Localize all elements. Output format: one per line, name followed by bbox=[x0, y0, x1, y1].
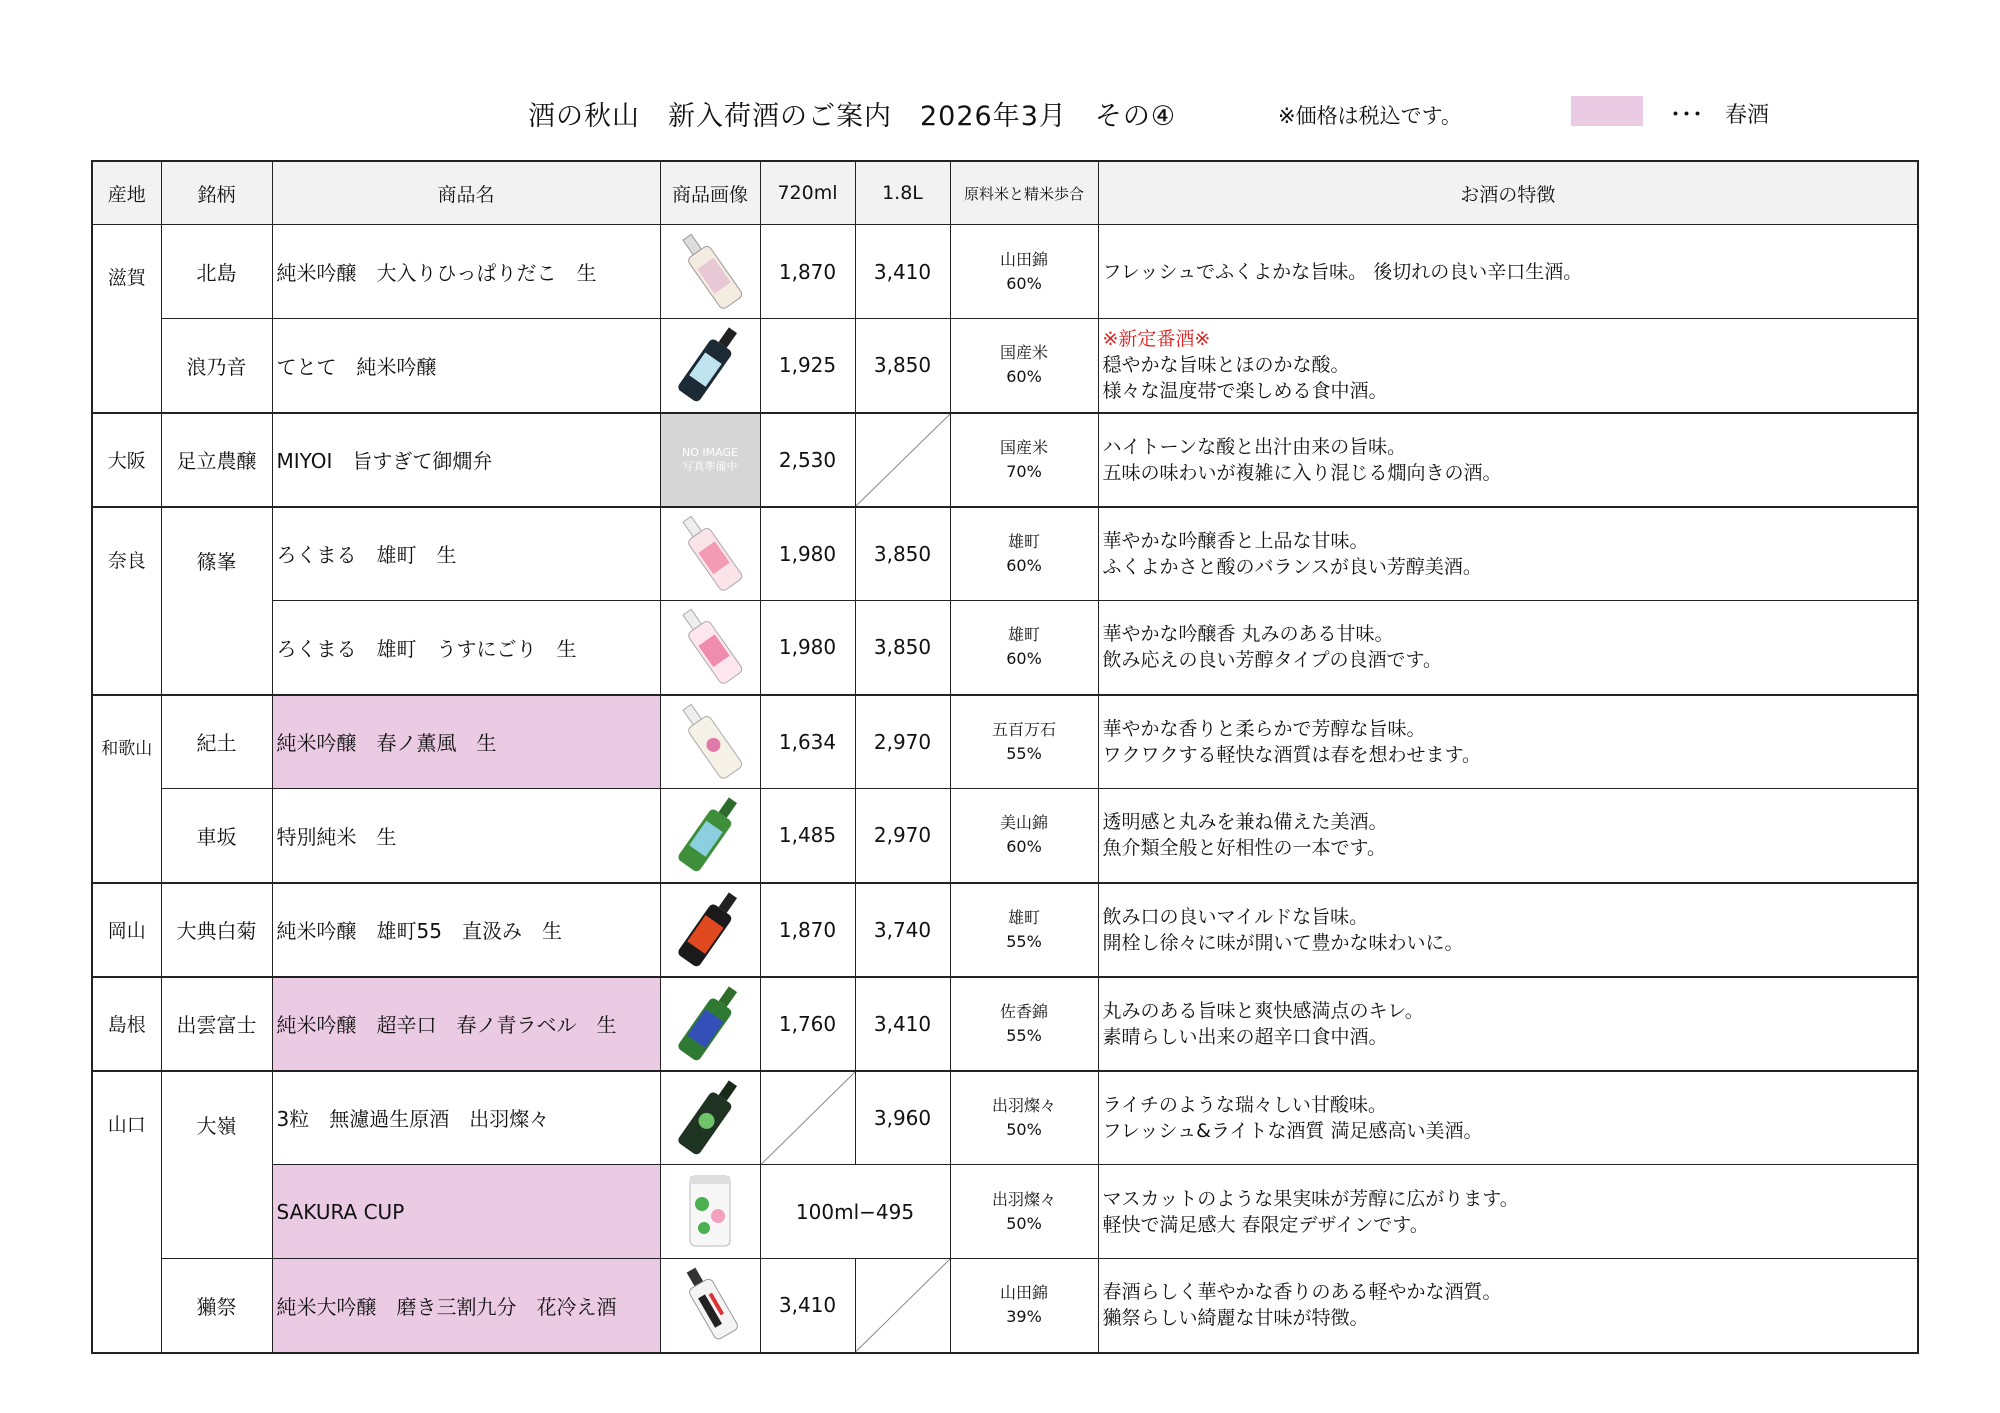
price-18: 3,850 bbox=[855, 507, 950, 601]
col-image: 商品画像 bbox=[660, 161, 760, 225]
product-cell: 純米吟醸 雄町55 直汲み 生 bbox=[272, 883, 660, 977]
rice-name: 雄町 bbox=[1007, 531, 1040, 551]
rice-cell bbox=[950, 225, 1098, 319]
rice-name: 美山錦 bbox=[999, 813, 1048, 833]
desc-cell bbox=[1098, 601, 1918, 695]
rice-name: 出羽燦々 bbox=[991, 1095, 1056, 1115]
product-image bbox=[660, 1259, 760, 1353]
bottle-image bbox=[675, 1074, 745, 1158]
no-image-sublabel: 写真準備中 bbox=[682, 459, 738, 473]
product-image bbox=[660, 789, 760, 883]
col-brand: 銘柄 bbox=[161, 161, 272, 225]
table-row bbox=[92, 413, 1918, 507]
price-720: 1,980 bbox=[760, 507, 855, 601]
product-image bbox=[660, 1165, 760, 1259]
legend-label: ･･･ 春酒 bbox=[1670, 103, 1770, 128]
region-cell: 滋賀 bbox=[92, 225, 161, 413]
desc-cell bbox=[1098, 1165, 1918, 1259]
desc-line: ハイトーンな酸と出汁由来の旨味。 bbox=[1102, 435, 1407, 458]
rice-cell bbox=[950, 1071, 1098, 1165]
bottle-image bbox=[675, 791, 745, 875]
desc-line: フレッシュ&ライトな酒質 満足感高い美酒。 bbox=[1102, 1119, 1483, 1142]
product-cell: 純米吟醸 春ノ薫風 生 bbox=[272, 695, 660, 789]
rice-cell bbox=[950, 695, 1098, 789]
rice-name: 五百万石 bbox=[991, 719, 1056, 739]
table-row bbox=[92, 1259, 1918, 1353]
price-18: 3,740 bbox=[855, 883, 950, 977]
table-row bbox=[92, 319, 1918, 413]
price-720: 1,980 bbox=[760, 601, 855, 695]
brand-cell: 大典白菊 bbox=[161, 883, 272, 977]
rice-cell bbox=[950, 789, 1098, 883]
brand-cell: 車坂 bbox=[161, 789, 272, 883]
polish-ratio: 50% bbox=[1006, 1213, 1042, 1233]
desc-cell bbox=[1098, 507, 1918, 601]
no-image-label: NO IMAGE bbox=[682, 445, 738, 459]
bottle-image bbox=[675, 321, 745, 405]
desc-cell bbox=[1098, 883, 1918, 977]
desc-line: ワクワクする軽快な酒質は春を想わせます。 bbox=[1102, 743, 1481, 766]
rice-cell bbox=[950, 883, 1098, 977]
rice-cell bbox=[950, 1165, 1098, 1259]
col-features: お酒の特徴 bbox=[1098, 161, 1918, 225]
price-18: 3,410 bbox=[855, 977, 950, 1071]
region-cell: 岡山 bbox=[92, 883, 161, 977]
rice-cell bbox=[950, 977, 1098, 1071]
price-18-empty bbox=[855, 1259, 950, 1353]
polish-ratio: 39% bbox=[1006, 1307, 1042, 1327]
brand-cell: 浪乃音 bbox=[161, 319, 272, 413]
desc-line: フレッシュでふくよかな旨味。 後切れの良い辛口生酒。 bbox=[1102, 260, 1583, 283]
brand-cell: 出雲富士 bbox=[161, 977, 272, 1071]
bottle-image bbox=[675, 698, 745, 782]
price-720: 1,485 bbox=[760, 789, 855, 883]
polish-ratio: 55% bbox=[1006, 1025, 1042, 1045]
brand-cell: 北島 bbox=[161, 225, 272, 319]
rice-cell bbox=[950, 1259, 1098, 1353]
polish-ratio: 55% bbox=[1006, 743, 1042, 763]
rice-cell bbox=[950, 601, 1098, 695]
product-cell: てとて 純米吟醸 bbox=[272, 319, 660, 413]
desc-cell bbox=[1098, 413, 1918, 507]
product-image bbox=[660, 601, 760, 695]
region-cell: 島根 bbox=[92, 977, 161, 1071]
desc-line: 丸みのある旨味と爽快感満点のキレ。 bbox=[1102, 999, 1424, 1022]
desc-line: 様々な温度帯で楽しめる食中酒。 bbox=[1102, 380, 1388, 403]
desc-cell bbox=[1098, 789, 1918, 883]
price-18: 3,850 bbox=[855, 601, 950, 695]
rice-name: 出羽燦々 bbox=[991, 1189, 1056, 1209]
table-row bbox=[92, 1165, 1918, 1259]
product-cell: SAKURA CUP bbox=[272, 1165, 660, 1259]
product-image bbox=[660, 225, 760, 319]
bottle-image bbox=[675, 980, 745, 1064]
region-cell: 山口 bbox=[92, 1071, 161, 1353]
col-720ml: 720ml bbox=[760, 161, 855, 225]
rice-name: 佐香錦 bbox=[999, 1001, 1048, 1021]
rice-name: 雄町 bbox=[1007, 625, 1040, 645]
brand-cell: 大嶺 bbox=[161, 1071, 272, 1259]
desc-cell bbox=[1098, 225, 1918, 319]
rice-cell bbox=[950, 507, 1098, 601]
region-cell: 和歌山 bbox=[92, 695, 161, 883]
bottle-image bbox=[675, 886, 745, 970]
product-cell: 純米吟醸 大入りひっぱりだこ 生 bbox=[272, 225, 660, 319]
price-720: 1,925 bbox=[760, 319, 855, 413]
table-row bbox=[92, 977, 1918, 1071]
rice-name: 国産米 bbox=[999, 437, 1048, 457]
desc-line: 飲み応えの良い芳醇タイプの良酒です。 bbox=[1102, 649, 1443, 672]
polish-ratio: 60% bbox=[1006, 555, 1042, 575]
product-image bbox=[660, 507, 760, 601]
product-cell: 特別純米 生 bbox=[272, 789, 660, 883]
polish-ratio: 60% bbox=[1006, 649, 1042, 669]
product-image bbox=[660, 883, 760, 977]
cup-price: 100ml−495 bbox=[760, 1165, 950, 1259]
desc-line: ライチのような瑞々しい甘酸味。 bbox=[1102, 1093, 1387, 1116]
product-cell: 純米大吟醸 磨き三割九分 花冷え酒 bbox=[272, 1259, 660, 1353]
bottle-image bbox=[675, 228, 745, 312]
bottle-image bbox=[675, 510, 745, 594]
desc-line: ふくよかさと酸のバランスが良い芳醇美酒。 bbox=[1102, 555, 1482, 578]
product-image bbox=[660, 977, 760, 1071]
price-18: 2,970 bbox=[855, 695, 950, 789]
desc-line: 華やかな香りと柔らかで芳醇な旨味。 bbox=[1102, 717, 1426, 740]
brand-cell: 獺祭 bbox=[161, 1259, 272, 1353]
col-18l: 1.8L bbox=[855, 161, 950, 225]
table-row bbox=[92, 789, 1918, 883]
desc-line: 華やかな吟醸香 丸みのある甘味。 bbox=[1102, 623, 1394, 646]
tax-note: ※価格は税込です。 bbox=[1278, 104, 1462, 128]
price-720-empty bbox=[760, 1071, 855, 1165]
header bbox=[0, 94, 2000, 134]
desc-cell bbox=[1098, 1071, 1918, 1165]
price-720: 1,634 bbox=[760, 695, 855, 789]
product-image bbox=[660, 1071, 760, 1165]
bottle-image bbox=[675, 603, 745, 687]
polish-ratio: 50% bbox=[1006, 1119, 1042, 1139]
page-title: 酒の秋山 新入荷酒のご案内 2026年3月 その④ bbox=[528, 101, 1177, 132]
polish-ratio: 55% bbox=[1006, 931, 1042, 951]
desc-line: 五味の味わいが複雑に入り混じる燗向きの酒。 bbox=[1102, 461, 1502, 484]
desc-line: 素晴らしい出来の超辛口食中酒。 bbox=[1102, 1025, 1388, 1048]
region-cell: 大阪 bbox=[92, 413, 161, 507]
desc-cell bbox=[1098, 695, 1918, 789]
polish-ratio: 60% bbox=[1006, 837, 1042, 857]
legend-swatch bbox=[1571, 96, 1643, 126]
desc-line: 軽快で満足感大 春限定デザインです。 bbox=[1102, 1213, 1429, 1236]
product-cell: 純米吟醸 超辛口 春ノ青ラベル 生 bbox=[272, 977, 660, 1071]
price-720: 3,410 bbox=[760, 1259, 855, 1353]
desc-line: 獺祭らしい綺麗な甘味が特徴。 bbox=[1102, 1307, 1369, 1330]
rice-cell bbox=[950, 413, 1098, 507]
desc-line: 華やかな吟醸香と上品な甘味。 bbox=[1102, 529, 1369, 552]
price-18: 3,960 bbox=[855, 1071, 950, 1165]
product-image bbox=[660, 695, 760, 789]
price-720: 2,530 bbox=[760, 413, 855, 507]
brand-cell: 紀土 bbox=[161, 695, 272, 789]
rice-name: 雄町 bbox=[1007, 907, 1040, 927]
desc-cell bbox=[1098, 977, 1918, 1071]
cup-image bbox=[680, 1170, 740, 1250]
product-image bbox=[660, 413, 760, 507]
desc-cell bbox=[1098, 319, 1918, 413]
product-image bbox=[660, 319, 760, 413]
brand-cell: 足立農醸 bbox=[161, 413, 272, 507]
table-row bbox=[92, 883, 1918, 977]
region-cell: 奈良 bbox=[92, 507, 161, 695]
desc-line: 魚介類全般と好相性の一本です。 bbox=[1102, 837, 1386, 860]
desc-line: 春酒らしく華やかな香りのある軽やかな酒質。 bbox=[1102, 1281, 1502, 1304]
desc-line: 飲み口の良いマイルドな旨味。 bbox=[1102, 905, 1369, 928]
polish-ratio: 60% bbox=[1006, 273, 1042, 293]
price-18: 2,970 bbox=[855, 789, 950, 883]
rice-name: 山田錦 bbox=[999, 249, 1048, 269]
rice-name: 国産米 bbox=[999, 343, 1048, 363]
price-720: 1,760 bbox=[760, 977, 855, 1071]
price-720: 1,870 bbox=[760, 883, 855, 977]
product-cell: ろくまる 雄町 うすにごり 生 bbox=[272, 601, 660, 695]
desc-line: 開栓し徐々に味が開いて豊かな味わいに。 bbox=[1102, 931, 1464, 954]
table-header bbox=[92, 161, 1918, 225]
product-cell: ろくまる 雄町 生 bbox=[272, 507, 660, 601]
product-cell: MIYOI 旨すぎて御燗弁 bbox=[272, 413, 660, 507]
sake-table bbox=[91, 160, 1919, 1354]
table-row bbox=[92, 601, 1918, 695]
desc-line: 穏やかな旨味とほのかな酸。 bbox=[1102, 354, 1350, 377]
col-product: 商品名 bbox=[272, 161, 660, 225]
table-row bbox=[92, 695, 1918, 789]
col-region: 産地 bbox=[92, 161, 161, 225]
price-720: 1,870 bbox=[760, 225, 855, 319]
desc-cell bbox=[1098, 1259, 1918, 1353]
polish-ratio: 60% bbox=[1006, 367, 1042, 387]
price-18-empty bbox=[855, 413, 950, 507]
desc-line: 透明感と丸みを兼ね備えた美酒。 bbox=[1102, 811, 1388, 834]
table-row bbox=[92, 225, 1918, 319]
price-18: 3,850 bbox=[855, 319, 950, 413]
brand-cell: 篠峯 bbox=[161, 507, 272, 695]
polish-ratio: 70% bbox=[1006, 461, 1042, 481]
price-18: 3,410 bbox=[855, 225, 950, 319]
bottle-image bbox=[675, 1261, 745, 1345]
new-standard-note: ※新定番酒※ bbox=[1102, 328, 1211, 351]
col-rice: 原料米と精米歩合 bbox=[950, 161, 1098, 225]
rice-cell bbox=[950, 319, 1098, 413]
rice-name: 山田錦 bbox=[999, 1283, 1048, 1303]
product-cell: 3粒 無濾過生原酒 出羽燦々 bbox=[272, 1071, 660, 1165]
table-row bbox=[92, 507, 1918, 601]
table-row bbox=[92, 1071, 1918, 1165]
desc-line: マスカットのような果実味が芳醇に広がります。 bbox=[1102, 1187, 1519, 1210]
